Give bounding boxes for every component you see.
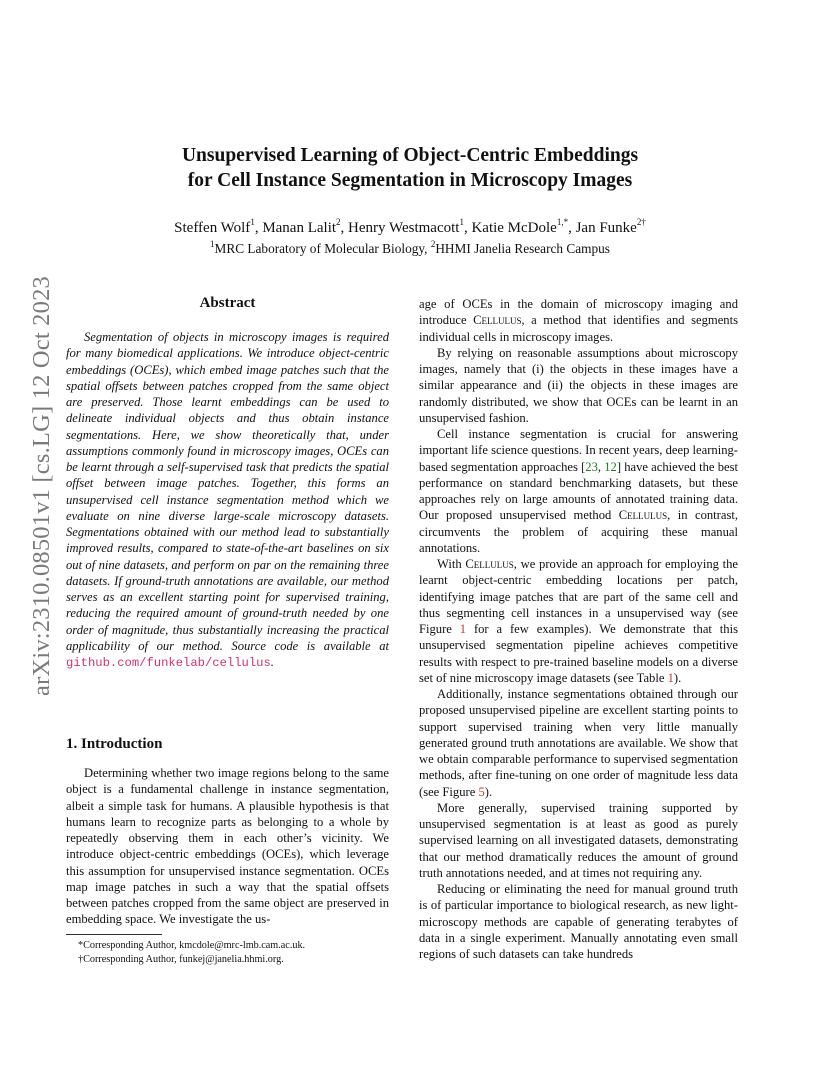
- method-name: Cellulus: [465, 557, 514, 571]
- author-separator: ,: [340, 220, 349, 236]
- introduction-body: [66, 765, 389, 928]
- text-span: Additionally, instance segmentations obtained through our proposed unsupervised pipeline are excellent starting points to support supervised training when very little manually generated ground truth annotations are available. We show that we obtain comparable performance to supervised segmentation methods, after fine-tuning on one order of magnitude less data (see Figure: [419, 687, 738, 799]
- abstract-body: [66, 329, 389, 671]
- text-span: ).: [484, 784, 493, 799]
- arxiv-side-stamp: arXiv:2310.08501v1 [cs.LG] 12 Oct 2023: [28, 276, 55, 696]
- affiliations: [100, 240, 720, 257]
- abstract-end: .: [270, 655, 274, 669]
- author-separator: ,: [463, 220, 472, 236]
- author-list: [100, 219, 720, 238]
- citation-link[interactable]: 23: [585, 459, 598, 474]
- footnote-divider: [66, 934, 162, 935]
- text-span: age of OCEs in the domain of microscopy imaging and introduce: [419, 297, 738, 328]
- method-name: Cellulus: [473, 313, 522, 328]
- author-name: Jan Funke: [575, 220, 637, 236]
- text-span: ,: [597, 459, 605, 474]
- abstract-text: Segmentation of objects in microscopy images is required for many biomedical applications. We introduce object-centric embeddings (OCEs), which embed image patches such that the spatial offsets between patches cropped from the same object are preserved. Those learnt embeddings can be used to delineate individual objects and thus obtain instance segmentations. Here, we show theoretically that, under assumptions commonly found in microscopy images, OCEs can be learnt through a self-supervised task that predicts the spatial offset between image patches. Together, this forms an unsupervised cell instance segmentation method which we evaluate on nine diverse large-scale microscopy datasets. Segmentations obtained with our method lead to substantially improved results, compared to state-of-the-art baselines on six out of nine datasets, and perform on par on the remaining three datasets. If ground-truth annotations are available, our method serves as an excellent starting point for supervised training, reducing the required amount of ground-truth needed by one order of magnitude, thus substantially increasing the practical applicability of our method. Source code is available at: [66, 330, 389, 653]
- method-name: Cellulus: [618, 508, 668, 523]
- figure-reference-link[interactable]: 1: [459, 622, 467, 636]
- footnote-corresponding-1: *Corresponding Author, kmcdole@mrc-lmb.cam.ac.uk.: [78, 940, 306, 951]
- text-span: , we provide an approach for employing the learnt object-centric embedding locations per patch, identifying image patches that are part of the same cell and thus segmenting cell instances in a unsupervised way (see Figure: [419, 557, 738, 636]
- paragraph-continued: [419, 296, 738, 345]
- title-line-1: Unsupervised Learning of Object-Centric Embeddings: [181, 145, 639, 166]
- paragraph: [419, 686, 738, 800]
- title-line-2: for Cell Instance Segmentation in Microscopy Images: [187, 170, 633, 191]
- author-name: Henry Westmacott: [348, 220, 460, 236]
- footnote-corresponding-2: †Corresponding Author, funkej@janelia.hhmi.org.: [78, 953, 284, 965]
- text-span: , in contrast, circumvents the problem of acquiring these manual annotations.: [419, 508, 738, 555]
- text-span: ] have achieved the best performance on standard benchmarking datasets, but these approaches rely on large amounts of annotated training data. Our proposed unsupervised method: [419, 459, 739, 523]
- intro-paragraph: Determining whether two image regions belong to the same object is a fundamental challenge in instance segmentation, albeit a simple task for humans. A plausible hypothesis is that humans learn to recognize parts as belonging to a whole by repeatedly observing them in each other’s vicinity. We introduce object-centric embeddings (OCEs), which leverage this assumption for unsupervised instance segmentation. OCEs map image patches in such a way that the spatial offsets between patches cropped from the same object are preserved in embedding space. We investigate the us-: [66, 766, 389, 927]
- text-span: With: [437, 557, 466, 571]
- table-reference-link[interactable]: 1: [667, 670, 674, 685]
- footnotes: [66, 939, 396, 966]
- figure-reference-link[interactable]: 5: [478, 784, 485, 799]
- abstract-heading: Abstract: [199, 295, 256, 311]
- author-mark: 1: [250, 217, 255, 227]
- paragraph: [419, 426, 738, 556]
- author-name: Steffen Wolf: [174, 220, 251, 236]
- author-mark: 1: [459, 217, 464, 227]
- citation-link[interactable]: 12: [604, 459, 617, 474]
- author-mark: 1,*: [556, 217, 569, 227]
- author-separator: ,: [254, 220, 263, 236]
- paragraph: [419, 556, 738, 686]
- text-span: for a few examples). We demonstrate that this unsupervised segmentation pipeline achieves competitive results with respect to pre-trained baseline models on a diverse set of nine microscopy image datasets (see Table: [419, 622, 739, 685]
- paper-title: [120, 143, 700, 193]
- author-separator: ,: [568, 220, 576, 236]
- author-name: Katie McDole: [471, 220, 557, 236]
- author-name: Manan Lalit: [262, 220, 337, 236]
- section-heading-introduction: 1. Introduction: [66, 736, 163, 752]
- affiliation-1: MRC Laboratory of Molecular Biology,: [214, 241, 431, 256]
- text-span: ).: [673, 670, 682, 685]
- text-span: , a method that identifies and segments individual cells in microscopy images.: [419, 313, 738, 344]
- author-mark: 2: [336, 217, 341, 227]
- right-column: [419, 296, 738, 962]
- affiliation-2: HHMI Janelia Research Campus: [435, 241, 610, 256]
- source-code-link[interactable]: github.com/funkelab/cellulus: [66, 656, 271, 670]
- affiliation-mark: 2: [430, 238, 436, 249]
- paragraph: More generally, supervised training supported by unsupervised segmentation is at least as good as purely supervised learning on all investigated datasets, demonstrating that our method dramatically reduces the amount of ground truth annotations needed, and at times not requiring any.: [419, 800, 738, 880]
- text-span: Cell instance segmentation is crucial for answering important life science questions. In recent years, deep learning-based segmentation approaches [: [419, 427, 738, 474]
- paragraph: By relying on reasonable assumptions about microscopy images, namely that (i) the objects in these images have a similar appearance and (ii) the objects in these images are randomly distributed, we show that OCEs can be learnt in an unsupervised fashion.: [419, 345, 738, 425]
- paragraph: Reducing or eliminating the need for manual ground truth is of particular importance to biological research, as new light-microscopy methods are capable of generating terabytes of data in a single experiment. Manually annotating even small regions of such datasets can take hundreds: [419, 882, 738, 961]
- affiliation-mark: 1: [210, 238, 215, 249]
- author-mark: 2†: [636, 217, 646, 227]
